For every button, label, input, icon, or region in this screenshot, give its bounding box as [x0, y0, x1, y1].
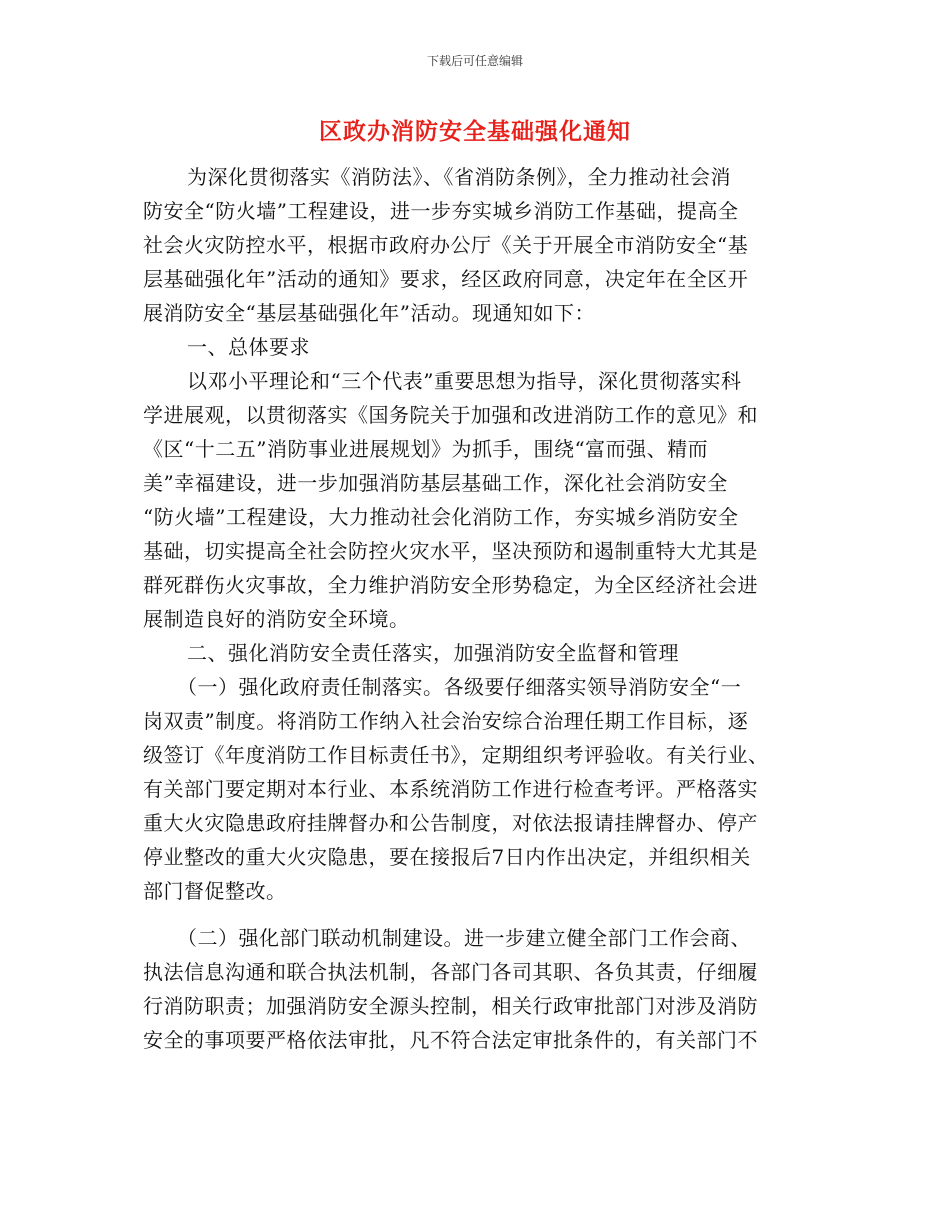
paragraph-line: （二）强化部门联动机制建设。进一步建立健全部门工作会商、	[177, 926, 751, 950]
page-header-note: 下载后可任意编辑	[426, 54, 523, 68]
paragraph-line: 安全的事项要严格依法审批，凡不符合法定审批条件的，有关部门不	[143, 1028, 758, 1052]
paragraph-line: 部门督促整改。	[143, 879, 287, 903]
paragraph-line: 美”幸福建设，进一步加强消防基层基础工作，深化社会消防安全	[143, 471, 728, 495]
paragraph-line: 社会火灾防控水平，根据市政府办公厅《关于开展全市消防安全“基	[143, 233, 749, 257]
paragraph-line: 为深化贯彻落实《消防法》、《省消防条例》，全力推动社会消	[187, 165, 731, 189]
paragraph-line: 行消防职责；加强消防安全源头控制，相关行政审批部门对涉及消防	[143, 994, 758, 1018]
paragraph-line: 有关部门要定期对本行业、本系统消防工作进行检查考评。严格落实	[143, 777, 758, 801]
paragraph-line: 群死群伤火灾事故，全力维护消防安全形势稳定，为全区经济社会进	[143, 573, 758, 597]
paragraph-line: 展消防安全“基层基础强化年”活动。现通知如下：	[143, 301, 595, 325]
document-body	[143, 160, 795, 1057]
paragraph-line: “防火墙”工程建设，大力推动社会化消防工作，夯实城乡消防安全	[143, 505, 739, 529]
paragraph-line: 停业整改的重大火灾隐患，要在接报后7日内作出决定，并组织相关	[143, 845, 751, 869]
paragraph-line: 以邓小平理论和“三个代表”重要思想为指导，深化贯彻落实科	[187, 369, 742, 393]
document-title: 区政办消防安全基础强化通知	[319, 118, 631, 145]
paragraph-line: 岗双责”制度。将消防工作纳入社会治安综合治理任期工作目标，逐	[143, 709, 749, 733]
paragraph-line: 重大火灾隐患政府挂牌督办和公告制度，对依法报请挂牌督办、停产	[143, 811, 758, 835]
paragraph-line: 展制造良好的消防安全环境。	[143, 607, 410, 631]
paragraph-line: 《区“十二五”消防事业进展规划》为抓手，围绕“富而强、精而	[143, 437, 709, 461]
paragraph-line: 学进展观，以贯彻落实《国务院关于加强和改进消防工作的意见》和	[143, 403, 758, 427]
paragraph-line: 层基础强化年”活动的通知》要求，经区政府同意，决定年在全区开	[143, 267, 749, 291]
paragraph-line: 级签订《年度消防工作目标责任书》，定期组织考评验收。有关行业、	[143, 743, 769, 767]
paragraph-line: 防安全“防火墙”工程建设，进一步夯实城乡消防工作基础，提高全	[143, 199, 739, 223]
section-heading: 二、强化消防安全责任落实，加强消防安全监督和管理	[187, 641, 679, 665]
paragraph-line: （一）强化政府责任制落实。各级要仔细落实领导消防安全“一	[177, 675, 742, 699]
paragraph-line: 执法信息沟通和联合执法机制，各部门各司其职、各负其责，仔细履	[143, 960, 758, 984]
paragraph-gap	[143, 908, 795, 921]
paragraph-line: 基础，切实提高全社会防控火灾水平，坚决预防和遏制重特大尤其是	[143, 539, 758, 563]
section-heading: 一、总体要求	[187, 335, 310, 359]
